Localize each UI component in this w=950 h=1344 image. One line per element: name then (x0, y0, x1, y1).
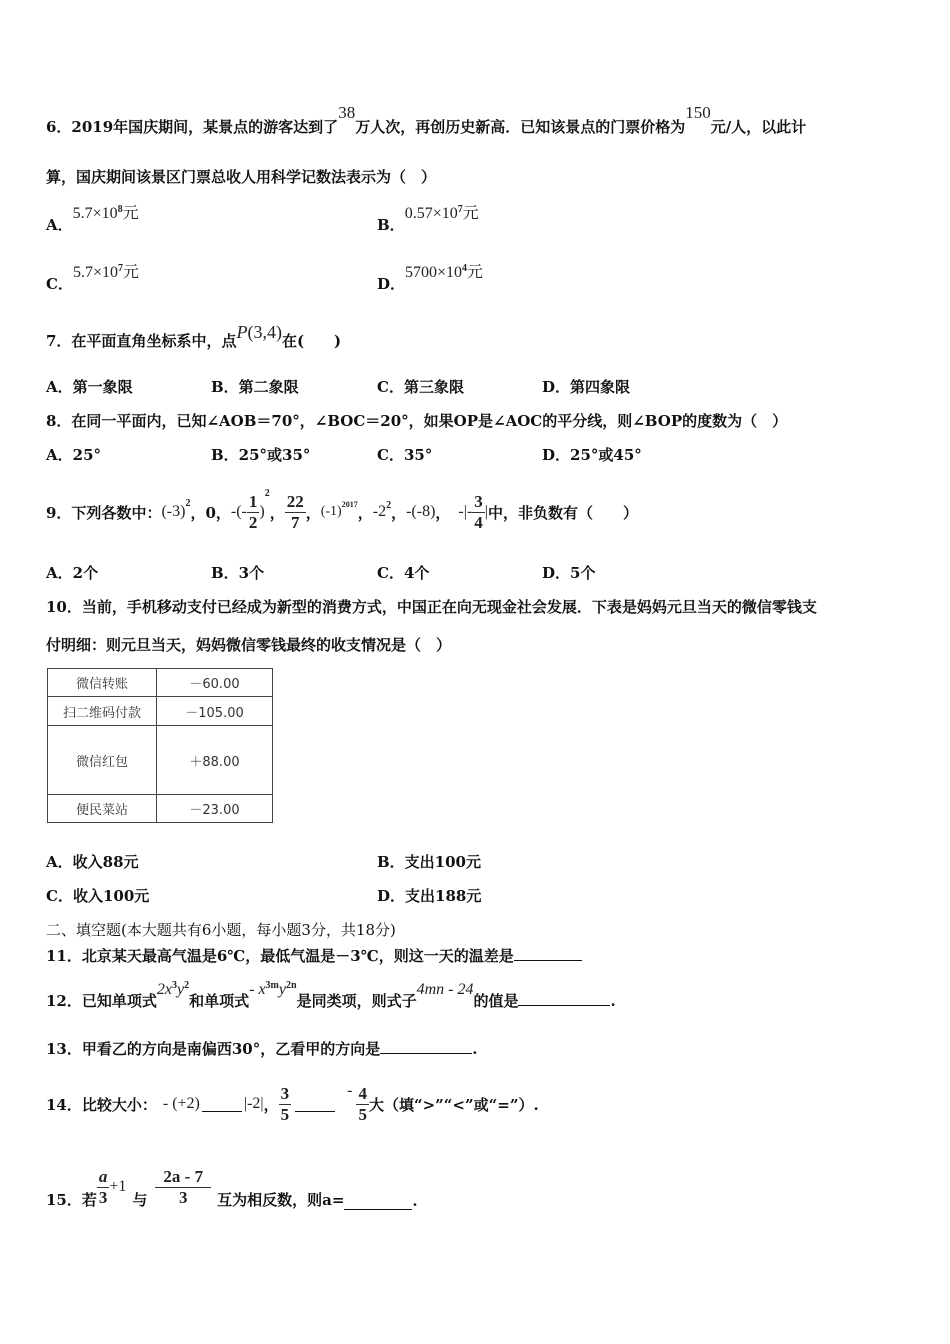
q14-stem (46, 1070, 539, 1138)
q14-neg: - (347, 1082, 353, 1099)
q10-line1: 10．当前，手机移动支付已经成为新型的消费方式，中国正在向无现金社会发展．下表是妈妈元旦当天的微信零钱支 (46, 598, 817, 616)
q7-option-a: A．第一象限 (46, 378, 133, 396)
q7-prefix: 7．在平面直角坐标系中，点 (46, 332, 237, 350)
q6-option-d (377, 259, 484, 293)
q14-prefix: 14．比较大小： (46, 1095, 157, 1114)
numerator: a (98, 1166, 108, 1186)
q6-option-c (46, 259, 139, 293)
q7-option-d: D．第四象限 (542, 378, 631, 396)
q12-expression: 4mn - 24 (416, 981, 474, 998)
q14-suffix: 大（填“>”“<”或“=”）. (368, 1095, 539, 1114)
option-unit: 元 (122, 264, 139, 281)
table-cell-item: 微信红包 (48, 726, 157, 795)
q13-end: . (472, 1040, 478, 1058)
q6-line2: 算，国庆期间该景区门票总收人用科学记数法表示为（ ） (46, 168, 437, 186)
q6-prefix: 6．2019年国庆期间，某景点的游客达到了 (46, 118, 339, 136)
q9-sep: ，0， (190, 503, 231, 522)
q9-expr-5: -2 (372, 503, 387, 520)
q9-expr-4: (-1) (320, 504, 342, 519)
option-unit: 元 (122, 205, 139, 222)
numerator: 4 (358, 1083, 367, 1103)
q7-option-b: B．第二象限 (211, 378, 299, 396)
option-exp: 4 (462, 263, 468, 274)
q12-term2-y: y (278, 981, 286, 998)
denominator: 3 (179, 1187, 188, 1207)
q8-option-c: C．35° (377, 446, 433, 464)
option-unit: 元 (467, 264, 484, 281)
q9-option-d: D．5个 (542, 564, 596, 582)
option-label: C． (46, 275, 73, 293)
q6-suffix: 元/人，以此计 (710, 118, 807, 136)
q9-option-c: C．4个 (377, 564, 430, 582)
q7-option-c: C．第三象限 (377, 378, 464, 396)
q9-option-b: B．3个 (211, 564, 265, 582)
option-exp: 7 (117, 263, 123, 274)
q9-expr-7-post: | (484, 503, 488, 520)
numerator: 1 (248, 491, 258, 511)
q6-mid: 万人次，再创历史新高．已知该景点的门票价格为 (355, 118, 686, 136)
q6-num1: 38 (338, 103, 356, 122)
q12-term2-exp: 3m (265, 980, 279, 991)
section-heading: 二、填空题(本大题共有6小题，每小题3分，共18分) (46, 921, 396, 939)
table-row (48, 795, 273, 823)
numerator: 3 (474, 491, 483, 511)
answer-blank (295, 1097, 335, 1112)
q15-plus: +1 (109, 1178, 127, 1195)
q9-expr-2-pre: -(- (230, 503, 247, 520)
denominator: 7 (290, 512, 300, 532)
q10-option-a: A．收入88元 (46, 853, 139, 871)
q12-suffix: 的值是 (473, 992, 519, 1010)
q12-stem (46, 978, 616, 1010)
option-base: 5700×10 (405, 264, 463, 281)
q6-line1 (46, 103, 807, 137)
q9-expr-1: (-3) (161, 503, 186, 520)
q13-text: 13．甲看乙的方向是南偏西30°，乙看甲的方向是 (46, 1040, 381, 1058)
q9-fraction-3-4 (472, 492, 485, 533)
numerator: 22 (286, 491, 304, 511)
q9-expr-7-pre: -|- (458, 503, 473, 520)
q12-prefix: 12．已知单项式 (46, 992, 157, 1010)
q9-stem (46, 478, 638, 546)
numerator: 2a - 7 (155, 1167, 211, 1188)
q10-option-c: C．收入100元 (46, 887, 150, 905)
q12-term1-exp: 3 (171, 980, 177, 991)
table-row (48, 726, 273, 795)
q9-comma: ， (305, 503, 321, 522)
option-label: B． (377, 216, 405, 234)
q13-stem (46, 1038, 478, 1059)
q15-fraction-2a-7 (155, 1167, 211, 1208)
option-base: 5.7×10 (72, 205, 118, 222)
q6-option-b (377, 200, 479, 234)
numerator: 3 (280, 1083, 290, 1103)
answer-blank (380, 1039, 472, 1054)
table-cell-item: 便民菜站 (48, 795, 157, 823)
q15-suffix: 互为相反数，则a= (217, 1191, 345, 1209)
q8-option-d: D．25°或45° (542, 446, 642, 464)
q9-option-a: A．2个 (46, 564, 99, 582)
option-label: A． (46, 216, 73, 234)
q15-fraction-a-3 (97, 1167, 110, 1208)
q15-prefix: 15．若 (46, 1191, 97, 1209)
denominator: 5 (280, 1104, 290, 1124)
option-label: D． (377, 275, 406, 293)
denominator: 4 (474, 512, 483, 532)
q10-option-b: B．支出100元 (377, 853, 481, 871)
option-exp: 8 (117, 204, 123, 215)
q6-option-a (46, 200, 139, 234)
q9-comma: ， (269, 503, 285, 522)
option-exp: 7 (457, 204, 463, 215)
q9-expr-1-exp: 2 (185, 498, 191, 509)
q10-option-d: D．支出188元 (377, 887, 482, 905)
q12-term1-y: y (176, 981, 185, 998)
table-row (48, 697, 273, 726)
q9-comma: ， (391, 503, 407, 522)
denominator: 5 (358, 1104, 367, 1124)
q12-term2: - x (249, 981, 266, 998)
q9-fraction-22-7 (285, 492, 306, 533)
q14-fraction-3-5 (279, 1084, 292, 1125)
q14-expr-a: - (+2) (162, 1095, 200, 1112)
answer-blank (202, 1097, 242, 1112)
q7-suffix: 在( ) (281, 332, 342, 350)
q7-point: P (236, 322, 248, 342)
q15-end: . (412, 1192, 418, 1210)
q9-suffix: 中，非负数有（ ） (487, 503, 638, 522)
table-cell-amount: ＋88.00 (157, 726, 273, 795)
payment-table (47, 668, 273, 823)
q12-mid: 和单项式 (189, 992, 250, 1010)
q12-term2-exp2: 2n (286, 980, 297, 991)
q14-comma: ， (263, 1095, 279, 1114)
option-base: 5.7×10 (72, 264, 118, 281)
q11-stem (46, 945, 582, 966)
q10-line2: 付明细：则元旦当天，妈妈微信零钱最终的收支情况是（ ） (46, 636, 452, 654)
q12-end: . (610, 992, 616, 1010)
q9-expr-2-exp: 2 (264, 488, 270, 499)
q7-stem (46, 322, 342, 350)
q15-stem (46, 1152, 418, 1222)
q12-term1: 2x (156, 981, 172, 998)
q6-num2: 150 (685, 103, 711, 122)
q9-expr-2-post: ) (259, 503, 265, 520)
q9-expr-5-exp: 2 (386, 500, 392, 511)
q9-expr-6: -(-8) (406, 503, 436, 520)
q9-expr-4-exp: 2017 (341, 500, 358, 509)
q8-option-a: A．25° (46, 446, 102, 464)
q9-prefix: 9．下列各数中： (46, 503, 162, 522)
q14-fraction-4-5 (356, 1084, 369, 1125)
option-unit: 元 (462, 205, 479, 222)
q14-expr-b: |-2| (243, 1095, 264, 1112)
table-cell-amount: －105.00 (157, 697, 273, 726)
denominator: 2 (248, 512, 258, 532)
table-row (48, 669, 273, 697)
q8-option-b: B．25°或35° (211, 446, 311, 464)
answer-blank (514, 946, 582, 961)
q11-text: 11．北京某天最高气温是6℃，最低气温是－3℃，则这一天的温差是 (46, 947, 514, 965)
q9-comma: ， (435, 503, 451, 522)
answer-blank (344, 1195, 412, 1210)
table-cell-item: 扫二维码付款 (48, 697, 157, 726)
q9-fraction-half (247, 492, 260, 533)
table-cell-amount: －23.00 (157, 795, 273, 823)
table-cell-item: 微信转账 (48, 669, 157, 697)
q12-mid2: 是同类项，则式子 (296, 992, 417, 1010)
q8-stem: 8．在同一平面内，已知∠AOB＝70°，∠BOC＝20°，如果OP是∠AOC的平分线，则∠BOP的度数为（ ） (46, 412, 788, 430)
option-base: 0.57×10 (404, 205, 458, 222)
answer-blank (518, 991, 610, 1006)
q12-term1-exp2: 2 (184, 980, 190, 991)
denominator: 3 (98, 1187, 108, 1207)
table-cell-amount: －60.00 (157, 669, 273, 697)
q7-coords: (3,4) (247, 322, 282, 342)
q9-comma: ， (357, 503, 373, 522)
q15-mid: 与 (132, 1191, 148, 1209)
